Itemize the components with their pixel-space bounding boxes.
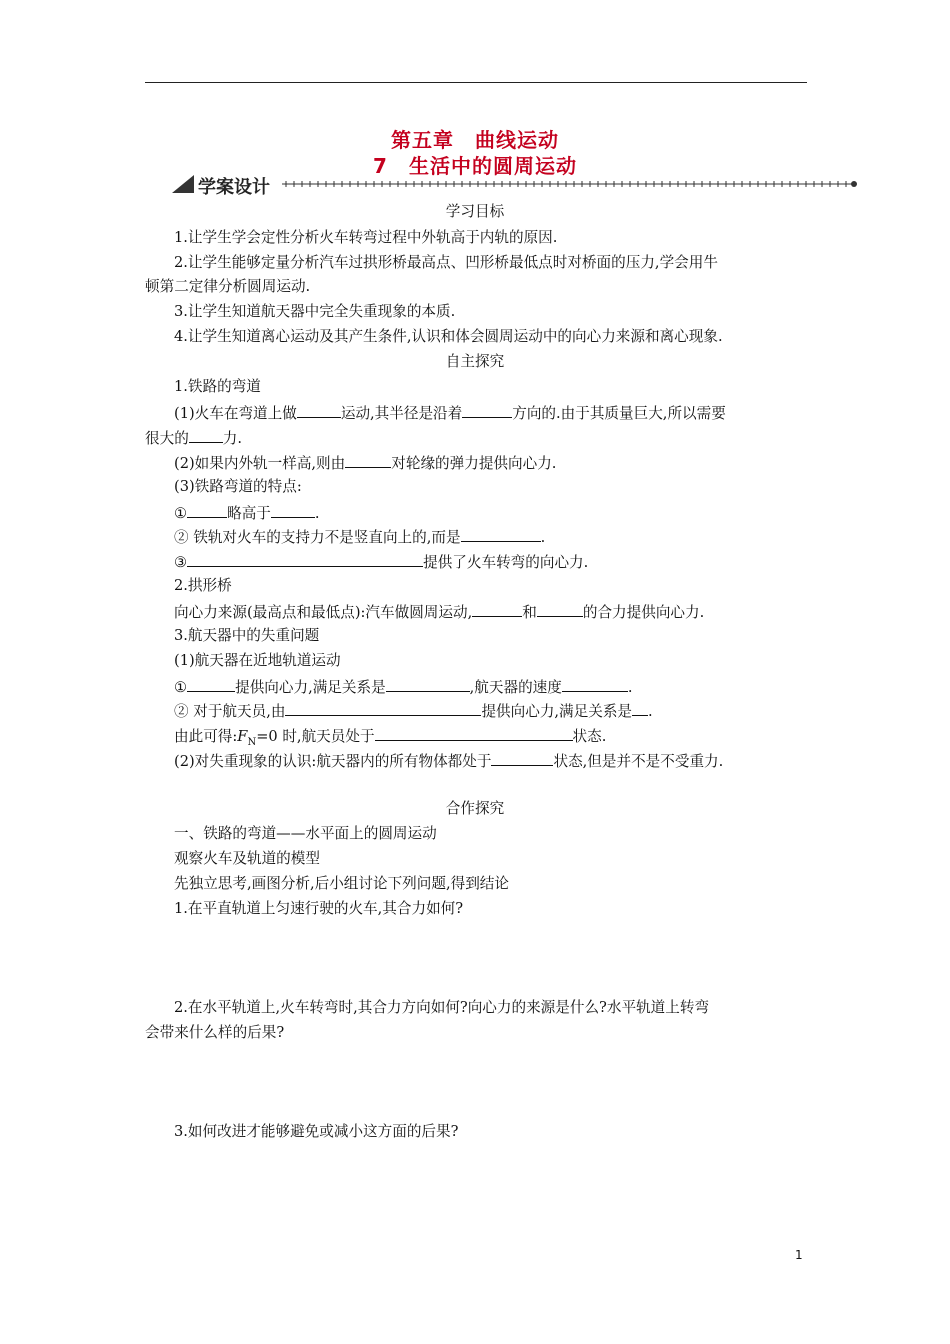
s3-p2: 由此可得$:F_N=0$ 时,航天员处于 状态. bbox=[174, 725, 606, 753]
page-number: 1 bbox=[795, 1248, 803, 1262]
blank[interactable] bbox=[187, 676, 235, 692]
section-label: 学案设计 bbox=[198, 177, 270, 198]
coop-heading: 合作探究 bbox=[445, 800, 505, 817]
coop-q3: 3.如何改进才能够避免或减小这方面的后果? bbox=[174, 1123, 459, 1140]
blank[interactable] bbox=[271, 502, 315, 518]
blank[interactable] bbox=[472, 601, 522, 617]
s2-title: 2.拱形桥 bbox=[174, 577, 232, 594]
blank[interactable] bbox=[297, 402, 341, 418]
s1-p2: (2)如果内外轨一样高,则由 对轮缘的弹力提供向心力. bbox=[174, 452, 556, 474]
s3-p3: (2)对失重现象的认识:航天器内的所有物体都处于 状态,但是并不是不受重力. bbox=[174, 750, 723, 772]
coop-q2: 2.在水平轨道上,火车转弯时,其合力方向如何?向心力的来源是什么?水平轨道上转弯 bbox=[174, 999, 710, 1016]
blank[interactable] bbox=[386, 676, 470, 692]
lesson-title: 7 生活中的圆周运动 bbox=[373, 154, 577, 178]
blank[interactable] bbox=[187, 502, 227, 518]
s1-p3: (3)铁路弯道的特点: bbox=[174, 478, 302, 495]
dotted-rule-icon bbox=[282, 177, 860, 191]
s3-title: 3.航天器中的失重问题 bbox=[174, 627, 320, 644]
section-banner bbox=[172, 173, 862, 197]
chapter-title: 第五章 曲线运动 bbox=[391, 128, 559, 152]
goal-3: 3.让学生知道航天器中完全失重现象的本质. bbox=[174, 303, 456, 320]
blank[interactable] bbox=[562, 676, 628, 692]
triangle-icon bbox=[172, 175, 194, 193]
s1-title: 1.铁路的弯道 bbox=[174, 378, 261, 395]
coop-l3: 先独立思考,画图分析,后小组讨论下列问题,得到结论 bbox=[174, 875, 509, 892]
blank[interactable] bbox=[345, 452, 391, 468]
blank[interactable] bbox=[285, 700, 481, 716]
s1-item-3: ③ 提供了火车转弯的向心力. bbox=[174, 551, 588, 573]
coop-l1: 一、铁路的弯道——水平面上的圆周运动 bbox=[174, 825, 437, 842]
goal-1: 1.让学生学会定性分析火车转弯过程中外轨高于内轨的原因. bbox=[174, 229, 558, 246]
blank[interactable] bbox=[462, 402, 512, 418]
header-rule bbox=[145, 82, 807, 83]
blank[interactable] bbox=[491, 750, 553, 766]
blank[interactable] bbox=[189, 427, 223, 443]
blank[interactable] bbox=[461, 526, 541, 542]
s2-p: 向心力来源(最高点和最低点):汽车做圆周运动, 和 的合力提供向心力. bbox=[174, 601, 704, 623]
goals-heading: 学习目标 bbox=[445, 203, 505, 220]
blank[interactable] bbox=[187, 551, 423, 567]
coop-l2: 观察火车及轨道的模型 bbox=[174, 850, 320, 867]
goal-2: 2.让学生能够定量分析汽车过拱形桥最高点、凹形桥最低点时对桥面的压力,学会用牛 bbox=[174, 254, 718, 271]
coop-q2-cont: 会带来什么样的后果? bbox=[145, 1024, 285, 1041]
blank[interactable] bbox=[537, 601, 583, 617]
s1-p1-cont: 很大的 力. bbox=[145, 427, 242, 449]
s3-item-2: ② 对于航天员,由 提供向心力,满足关系是 . bbox=[174, 700, 653, 722]
s3-p1: (1)航天器在近地轨道运动 bbox=[174, 652, 341, 669]
blank[interactable] bbox=[632, 700, 648, 716]
s1-item-2: ② 铁轨对火车的支持力不是竖直向上的,而是 . bbox=[174, 526, 545, 548]
s3-item-1: ① 提供向心力,满足关系是 ,航天器的速度 . bbox=[174, 676, 633, 698]
coop-q1: 1.在平直轨道上匀速行驶的火车,其合力如何? bbox=[174, 900, 464, 917]
s1-p1: (1)火车在弯道上做 运动,其半径是沿着 方向的.由于其质量巨大,所以需要 bbox=[174, 402, 726, 424]
blank[interactable] bbox=[375, 725, 573, 741]
self-study-heading: 自主探究 bbox=[445, 353, 505, 370]
goal-4: 4.让学生知道离心运动及其产生条件,认识和体会圆周运动中的向心力来源和离心现象. bbox=[174, 328, 723, 345]
s1-item-1: ① 略高于 . bbox=[174, 502, 320, 524]
goal-2-cont: 顿第二定律分析圆周运动. bbox=[145, 278, 311, 295]
